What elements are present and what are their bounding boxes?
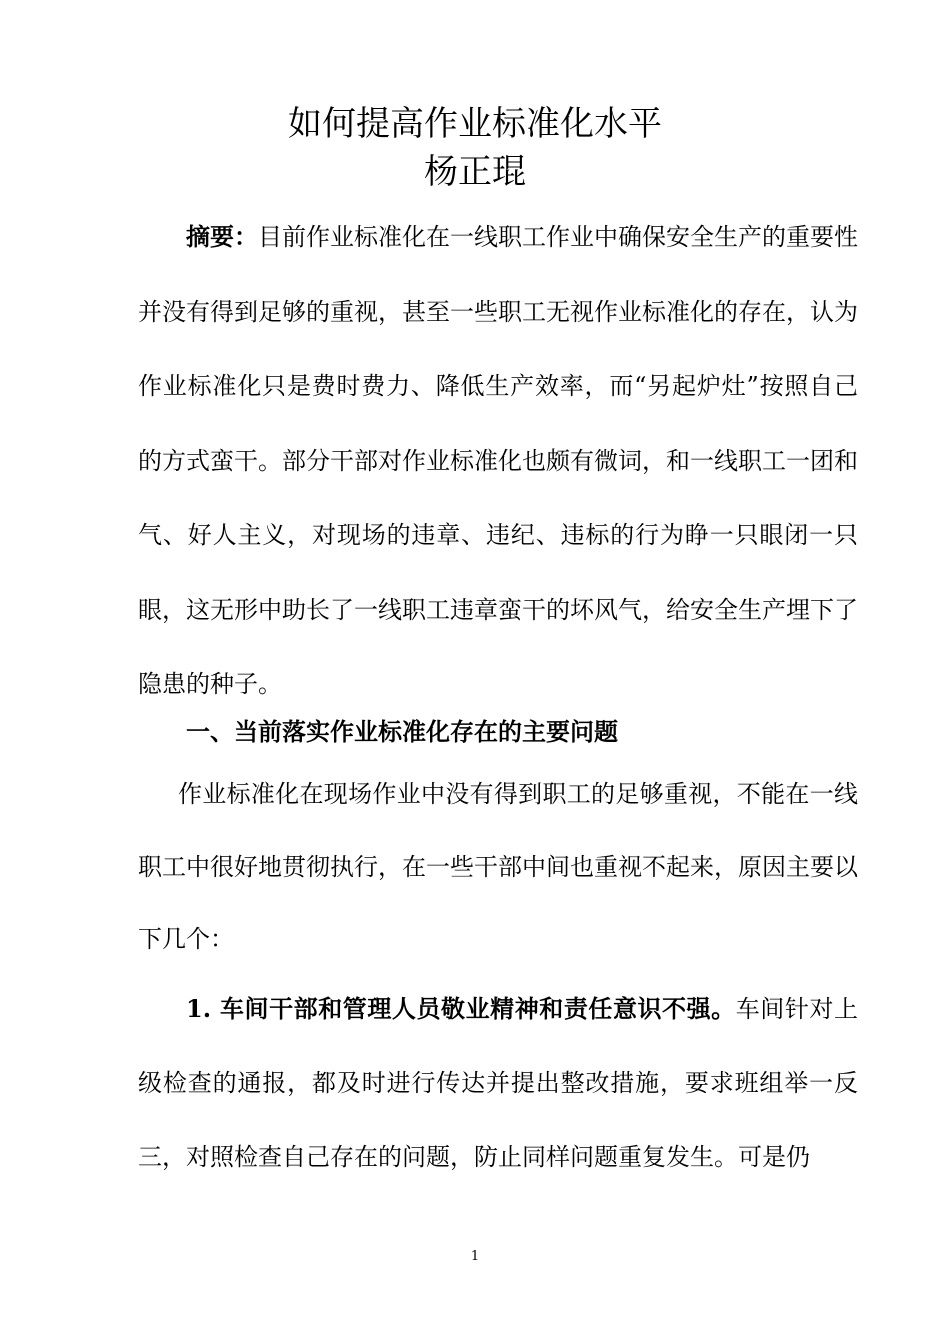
point-1-paragraph: [138, 972, 858, 1194]
page-number: 1: [470, 1249, 480, 1264]
point-1-text: 车间针对上级检查的通报，都及时进行传达并提出整改措施，要求班组举一反三，对照检查自己存在的问题，防止同样问题重复发生。可是仍: [138, 995, 858, 1171]
abstract-paragraph: [138, 200, 858, 722]
abstract-text: 目前作业标准化在一线职工作业中确保安全生产的重要性并没有得到足够的重视，甚至一些职工无视作业标准化的存在，认为作业标准化只是费时费力、降低生产效率，而“另起炉灶”按照自己的方式蛮干。部分干部对作业标准化也颇有微词，和一线职工一团和气、好人主义，对现场的违章、违纪、违标的行为睁一只眼闭一只眼，这无形中助长了一线职工违章蛮干的坏风气，给安全生产埋下了隐患的种子。: [138, 223, 858, 698]
intro-paragraph: 作业标准化在现场作业中没有得到职工的足够重视，不能在一线职工中很好地贯彻执行，在一些干部中间也重视不起来，原因主要以下几个：: [138, 780, 858, 953]
document-title: 如何提高作业标准化水平: [288, 104, 662, 144]
abstract-label: 摘要：: [186, 223, 258, 251]
point-1-lead: 1. 车间干部和管理人员敬业精神和责任意识不强。: [186, 994, 736, 1023]
section-heading: 一、当前落实作业标准化存在的主要问题: [186, 718, 618, 746]
author-name: 杨正琨: [424, 152, 526, 192]
